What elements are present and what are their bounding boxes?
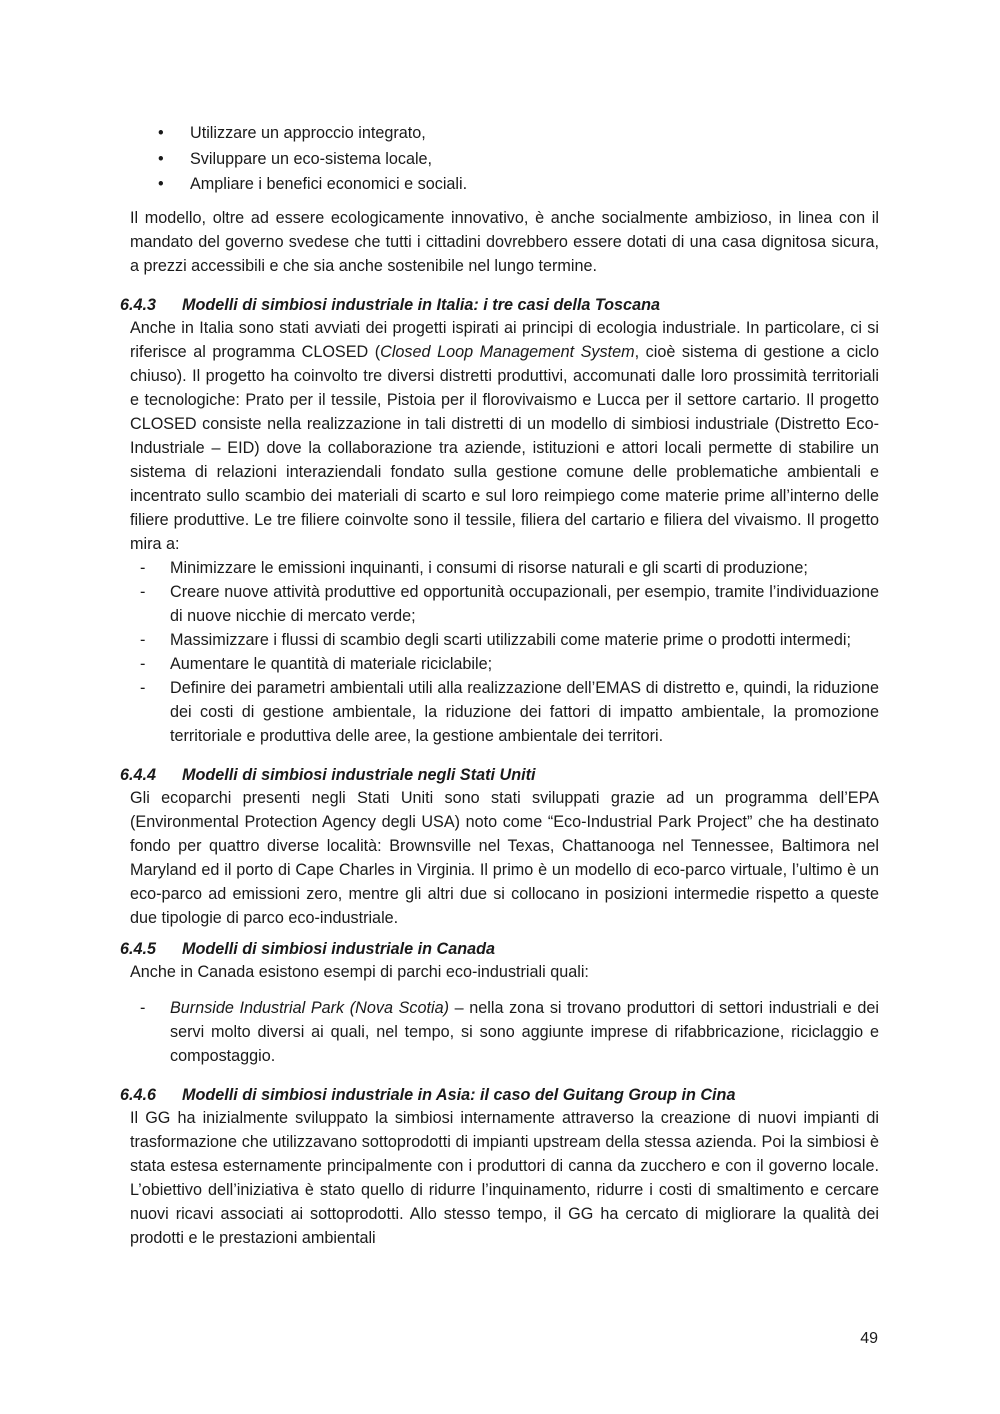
- parks-list: [130, 996, 879, 1068]
- intro-paragraph: Il modello, oltre ad essere ecologicamente innovativo, è anche socialmente ambizioso, in linea con il mandato del governo svedese che tutti i cittadini dovrebbero essere dotati di una casa dignitosa sicura, a prezzi accessibili e che sia anche sostenibile nel lungo termine.: [130, 208, 879, 275]
- dash-marker: -: [140, 582, 146, 601]
- bullet-marker: •: [158, 175, 164, 193]
- section-title: Modelli di simbiosi industriale in Canada: [182, 939, 496, 958]
- section-title: Modelli di simbiosi industriale in Asia: il caso del Guitang Group in Cina: [182, 1085, 736, 1104]
- intro-bullet-list: [130, 121, 879, 198]
- list-item: - Creare nuove attività produttive ed opportunità occupazionali, per esempio, tramite l’individuazione di nuove nicchie di mercato verde;: [130, 580, 879, 628]
- section-paragraph: Anche in Italia sono stati avviati dei progetti ispirati ai principi di ecologia industriale. In particolare, ci si riferisce al programma CLOSED (Closed Loop Management System, cioè sistema di gestione a ciclo chiuso). Il progetto ha coinvolto tre diversi distretti produttivi, accomunati dalle loro prossimità territoriali e tecnologiche: Prato per il tessile, Pistoia per il florovivaismo e Lucca per il settore cartario. Il progetto CLOSED consiste nella realizzazione in tali distretti di un modello di simbiosi industriale (Distretto Eco-Industriale – EID) dove la collaborazione tra aziende, istituzioni e attori locali permette di stabilire un sistema di relazioni interaziendali fondato sulla gestione comune delle problematiche ambientali e incentrato sullo scambio dei materiali di scarto e sul loro reimpiego come materie prime all’interno delle filiere produttive. Le tre filiere coinvolte sono il tessile, filiera del cartario e filiera del vivaismo. Il progetto mira a:: [130, 318, 879, 553]
- section-paragraph: Anche in Canada esistono esempi di parchi eco-industriali quali:: [130, 962, 589, 981]
- section-number: 6.4.5: [120, 939, 157, 958]
- dash-marker: -: [140, 630, 146, 649]
- page-number: 49: [860, 1330, 878, 1347]
- list-item: - Minimizzare le emissioni inquinanti, i consumi di risorse naturali e gli scarti di produzione;: [130, 556, 879, 580]
- list-item: • Sviluppare un eco-sistema locale,: [130, 147, 879, 173]
- dash-marker: -: [140, 998, 146, 1017]
- list-item: - Burnside Industrial Park (Nova Scotia) – nella zona si trovano produttori di settori industriali e dei servi molto diversi ai quali, nel tempo, si sono aggiunte imprese di rifabbricazione, riciclaggio e compostaggio.: [130, 996, 879, 1068]
- dash-marker: -: [140, 558, 146, 577]
- list-item: - Massimizzare i flussi di scambio degli scarti utilizzabili come materie prime o prodotti intermedi;: [130, 628, 879, 652]
- section-title: Modelli di simbiosi industriale negli Stati Uniti: [182, 765, 536, 784]
- section-number: 6.4.4: [120, 765, 157, 784]
- dash-marker: -: [140, 654, 146, 673]
- list-item: - Definire dei parametri ambientali utili alla realizzazione dell’EMAS di distretto e, quindi, la riduzione dei costi di gestione ambientale, la riduzione dei fattori di impatto ambientale, la promozione territoriale e produttiva delle aree, la gestione ambientale dei territori.: [130, 676, 879, 748]
- list-item: - Aumentare le quantità di materiale riciclabile;: [130, 652, 879, 676]
- list-item: • Ampliare i benefici economici e sociali.: [130, 172, 879, 198]
- section-paragraph: Il GG ha inizialmente sviluppato la simbiosi internamente attraverso la creazione di nuovi impianti di trasformazione che utilizzavano sottoprodotti di impianti upstream della stessa azienda. Poi la simbiosi è stata estesa esternamente principalmente con i produttori di canna da zucchero e con il governo locale. L’obiettivo dell’iniziativa è stato quello di ridurre l’inquinamento, ridurre i costi di smaltimento e cercare nuovi ricavi associati ai sottoprodotti. Allo stesso tempo, il GG ha cercato di migliorare la qualità dei prodotti e le prestazioni ambientali: [130, 1108, 879, 1247]
- bullet-marker: •: [158, 149, 164, 168]
- section-heading-6-4-6: [120, 1084, 869, 1106]
- section-heading-6-4-5: [120, 938, 869, 960]
- section-heading-6-4-4: [120, 764, 869, 786]
- section-title: Modelli di simbiosi industriale in Italia: i tre casi della Toscana: [182, 295, 660, 314]
- section-paragraph: Gli ecoparchi presenti negli Stati Uniti sono stati sviluppati grazie ad un programma dell’EPA (Environmental Protection Agency degli USA) noto come “Eco-Industrial Park Project” che ha destinato fondo per quattro diverse località: Brownsville nel Texas, Chattanooga nel Tennessee, Baltimora nel Maryland ed il porto di Cape Charles in Virginia. Il primo è un modello di eco-parco virtuale, l’ultimo è un eco-parco ad emissioni zero, mentre gli altri due si collocano in posizioni intermedie rispetto a queste due tipologie di parco eco-industriale.: [130, 788, 879, 927]
- section-number: 6.4.3: [120, 295, 157, 314]
- page-content: [120, 121, 880, 1250]
- objectives-list: [130, 556, 879, 748]
- section-number: 6.4.6: [120, 1085, 157, 1104]
- list-item: • Utilizzare un approccio integrato,: [130, 121, 879, 147]
- bullet-marker: •: [158, 124, 164, 142]
- dash-marker: -: [140, 678, 146, 697]
- section-heading-6-4-3: [120, 294, 869, 316]
